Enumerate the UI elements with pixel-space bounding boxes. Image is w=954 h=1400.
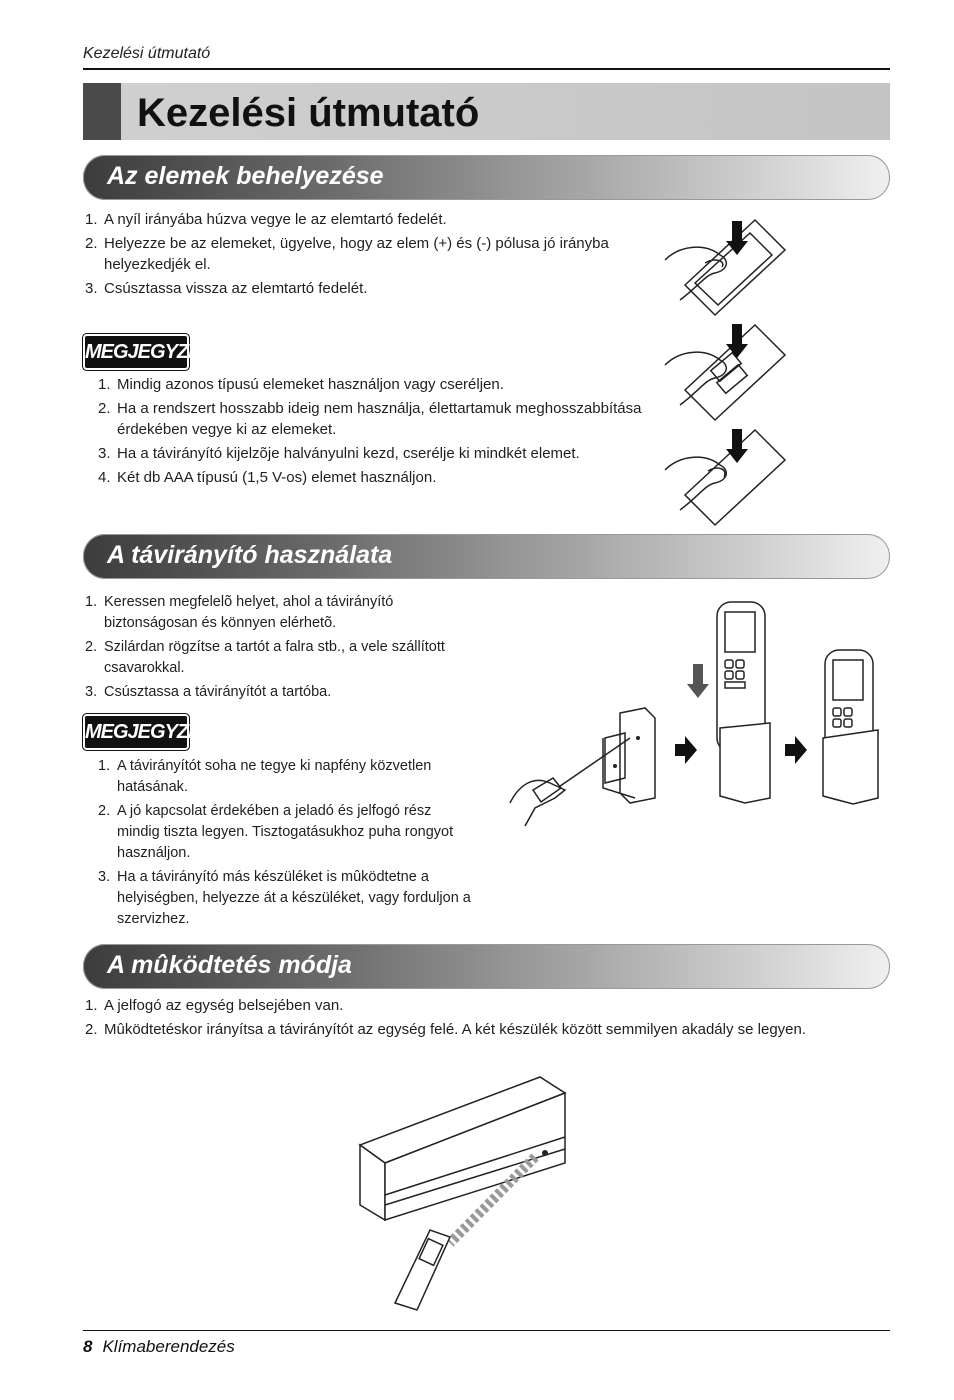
section-header-batteries <box>83 155 890 200</box>
section-header-remote-usage <box>83 534 890 579</box>
arrow-right-icon-1 <box>675 736 697 764</box>
holder-notes-list <box>98 756 473 933</box>
indoor-unit <box>360 1077 565 1220</box>
title-block-accent <box>83 83 121 140</box>
remote-inserting <box>687 602 770 803</box>
list-item: 3. Ha a távirányító kijelzõje halványulni kezd, cserélje ki mindkét elemet. <box>98 445 580 462</box>
list-item: 1. A távirányítót soha ne tegye ki napfény közvetlen hatásának. <box>98 758 432 795</box>
remote-holder-illustration <box>505 598 890 833</box>
list-item: 1. A jelfogó az egység belsejében van. <box>85 997 344 1014</box>
note-badge: MEGJEGYZÉS <box>85 716 187 748</box>
list-item: 2. A jó kapcsolat érdekében a jeladó és jelfogó rész mindig tiszta legyen. Tisztogatásukhoz puha rongyot használjon. <box>98 803 454 861</box>
list-item: 4. Két db AAA típusú (1,5 V-os) elemet használjon. <box>98 469 437 486</box>
remote-in-holder <box>823 650 878 804</box>
list-item: 2. Szilárdan rögzítse a tartót a falra stb., a vele szállított csavarokkal. <box>85 639 445 676</box>
battery-notes-list <box>98 374 658 491</box>
section-header-operation <box>83 944 890 989</box>
list-item: 3. Ha a távirányító más készüléket is mûködtetne a helyiségben, helyezze át a készüléket, vagy forduljon a szervizhez. <box>98 869 471 927</box>
battery-cover-step-3 <box>665 429 785 525</box>
list-item: 3. Csúsztassa vissza az elemtartó fedelét. <box>85 280 368 297</box>
section-title: Az elemek behelyezése <box>107 162 384 190</box>
page-footer <box>83 1337 235 1357</box>
list-item: 1. A nyíl irányába húzva vegye le az elemtartó fedelét. <box>85 211 447 228</box>
battery-steps-list <box>85 209 645 302</box>
page-number: 8 <box>83 1337 93 1356</box>
battery-cover-step-2 <box>665 324 785 420</box>
header-rule <box>83 68 890 70</box>
note-badge: MEGJEGYZÉS <box>85 336 187 368</box>
list-item: 2. Helyezze be az elemeket, ügyelve, hogy az elem (+) és (-) pólusa jó irányba helyezkedjék el. <box>85 235 609 273</box>
section-title: A távirányító használata <box>107 541 393 569</box>
battery-insertion-illustration <box>660 215 790 525</box>
holder-steps-list <box>85 592 455 706</box>
list-item: 1. Keressen megfelelõ helyet, ahol a távirányító biztonságosan és könnyen elérhetõ. <box>85 594 394 631</box>
remote-control <box>395 1230 450 1310</box>
arrow-right-icon-2 <box>785 736 807 764</box>
section-title: A mûködtetés módja <box>107 951 352 979</box>
product-name: Klímaberendezés <box>102 1337 235 1356</box>
list-item: 1. Mindig azonos típusú elemeket használjon vagy cseréljen. <box>98 376 504 393</box>
list-item: 3. Csúsztassa a távirányítót a tartóba. <box>85 684 332 700</box>
wall-holder-screwdriver <box>510 708 655 826</box>
indoor-unit-illustration <box>355 1075 575 1310</box>
running-header: Kezelési útmutató <box>83 45 211 62</box>
footer-rule <box>83 1330 890 1331</box>
operation-steps-list <box>85 995 885 1043</box>
battery-cover-step-1 <box>665 220 785 315</box>
page-title-bar <box>83 83 890 140</box>
list-item: 2. Ha a rendszert hosszabb ideig nem használja, élettartamuk meghosszabbítása érdekében vegye ki az elemeket. <box>98 400 642 438</box>
list-item: 2. Mûködtetéskor irányítsa a távirányítót az egység felé. A két készülék között semmilyen akadály se legyen. <box>85 1021 807 1038</box>
page-title: Kezelési útmutató <box>137 91 480 135</box>
